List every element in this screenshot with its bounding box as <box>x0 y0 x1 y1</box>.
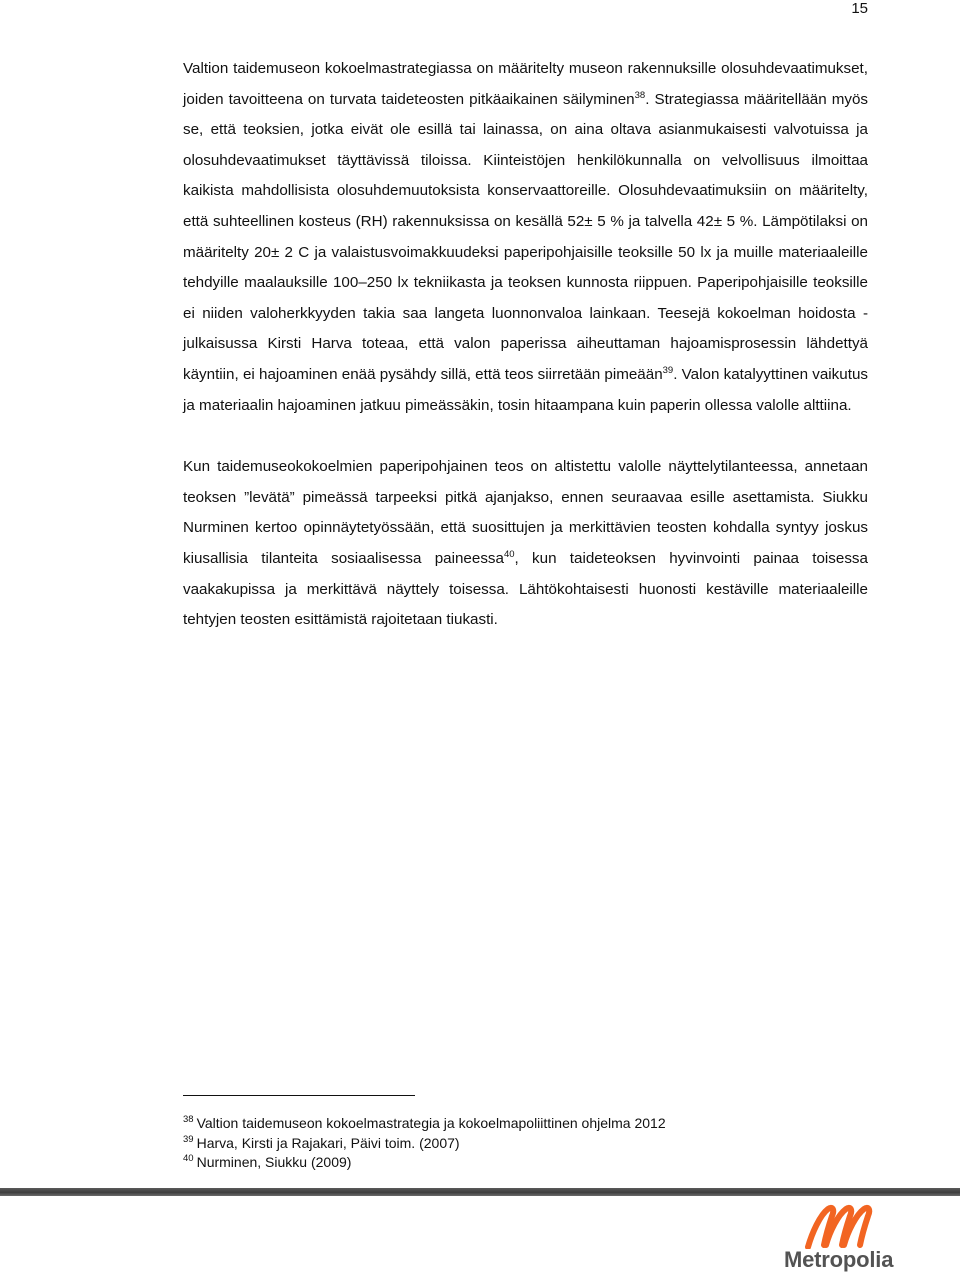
body-text <box>183 54 868 636</box>
footer-bar <box>0 1188 960 1196</box>
metropolia-logo <box>784 1203 924 1275</box>
paragraph-1-text-b: . Strategiassa määritellään myös se, että teoksien, jotka eivät ole esillä tai lainassa, on aina oltava asianmukaisesti valvotuissa ja olosuhdevaatimukset täyttävissä tiloissa. Kiinteistöjen henkilökunnalla on velvollisuus ilmoittaa kaikista mahdollisista olosuhdemuutoksista konservaattoreille. Olosuhdevaatimuksiin on määritelty, että suhteellinen kosteus (RH) rakennuksissa on kesällä 52± 5 % ja talvella 42± 5 %. Lämpötilaksi on määritelty 20± 2 C ja valaistusvoimakkuudeksi paperipohjaisille teoksille 50 lx ja muille materiaaleille tehdyille maalauksille 100–250 lx tekniikasta ja teoksen kunnosta riippuen. Paperipohjaisille teoksille ei niiden valoherkkyyden takia saa langeta luonnonvaloa lainkaan. Teesejä kokoelman hoidosta -julkaisussa Kirsti Harva toteaa, että valon paperissa aiheuttaman hajoamisprosessin lähdettyä käyntiin, ei hajoaminen enää pysähdy sillä, että teos siirretään pimeään <box>183 90 868 383</box>
page-number: 15 <box>851 0 868 17</box>
footnote-ref-39[interactable]: 39 <box>662 364 674 376</box>
paragraph-1-text-c: . Valon katalyyttinen vaikutus ja materiaalin hajoaminen jatkuu pimeässäkin, tosin hitaampana kuin paperin ollessa valolle alttiina. <box>183 365 868 414</box>
footnote-text: Valtion taidemuseon kokoelmastrategia ja kokoelmapoliittinen ohjelma 2012 <box>196 1115 666 1131</box>
metropolia-mark-icon <box>802 1203 882 1249</box>
paragraph-2-text-a: Kun taidemuseokokoelmien paperipohjainen teos on altistettu valolle näyttelytilanteessa, annetaan teoksen ”levätä” pimeässä tarpeeksi pitkä ajanjakso, ennen seuraavaa esille asettamista. Siukku Nurminen kertoo opinnäytetyössään, että suosittujen ja merkittävien teosten kohdalla syntyy joskus kiusallisia tilanteita sosiaalisessa paineessa <box>183 458 868 567</box>
footnote-number: 38 <box>183 1114 194 1125</box>
paragraph-2-text-b: , kun taideteoksen hyvinvointi painaa toisessa vaakakupissa ja merkittävä näyttely toisessa. Lähtökohtaisesti huonosti kestäville materiaaleille tehtyjen teosten esittämistä rajoitetaan tiukasti. <box>183 549 868 629</box>
paragraph-2 <box>183 452 868 636</box>
footnote-38 <box>183 1114 666 1134</box>
footnote-number: 40 <box>183 1153 194 1164</box>
footnote-divider <box>183 1095 415 1096</box>
footnote-ref-40[interactable]: 40 <box>503 548 515 560</box>
footnote-40 <box>183 1153 666 1173</box>
footnote-number: 39 <box>183 1133 194 1145</box>
footnote-39 <box>183 1134 666 1154</box>
paragraph-1 <box>183 54 868 421</box>
footnote-text: Nurminen, Siukku (2009) <box>196 1154 352 1170</box>
footnote-text: Harva, Kirsti ja Rajakari, Päivi toim. (2007) <box>196 1134 460 1151</box>
logo-wordmark: Metropolia <box>784 1247 894 1272</box>
footnotes <box>183 1114 666 1173</box>
paragraph-1-text-a: Valtion taidemuseon kokoelmastrategiassa on määritelty museon rakennuksille olosuhdevaatimukset, joiden tavoitteena on turvata taideteosten pitkäaikainen säilyminen <box>183 60 868 108</box>
footnote-ref-38[interactable]: 38 <box>634 89 646 101</box>
